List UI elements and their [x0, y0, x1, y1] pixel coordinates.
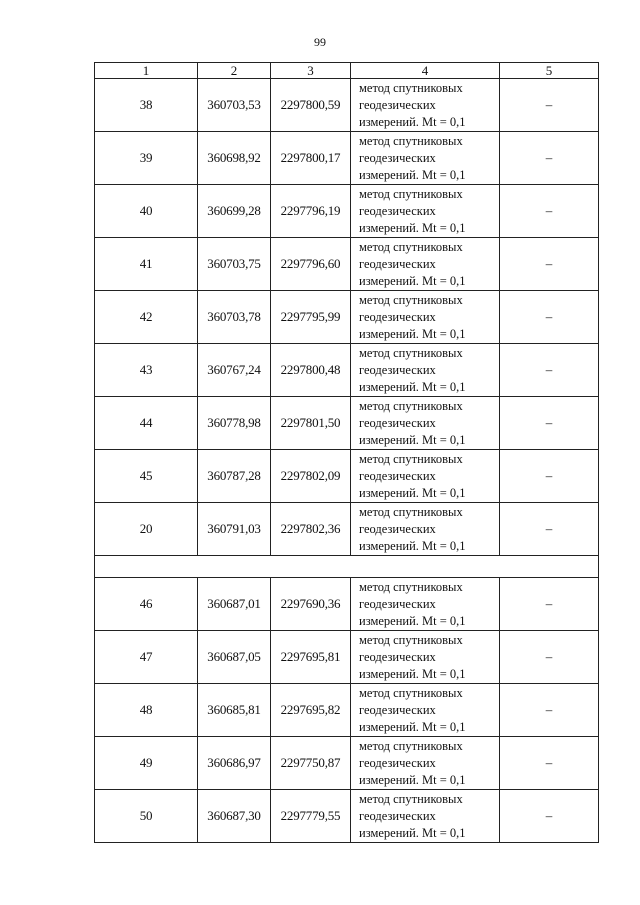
method-line: измерений. Mt = 0,1: [359, 666, 466, 681]
method-cell: [351, 79, 500, 132]
method-cell: [351, 291, 500, 344]
dash-cell: –: [500, 578, 599, 631]
table-row: [95, 397, 599, 450]
column-header-3: 3: [271, 63, 351, 79]
method-line: метод спутниковых: [359, 398, 463, 413]
method-line: метод спутниковых: [359, 685, 463, 700]
group-separator-row: [95, 556, 599, 578]
point-number-cell: 39: [95, 132, 198, 185]
table-row: [95, 185, 599, 238]
y-coordinate-cell: 2297800,48: [271, 344, 351, 397]
method-line: геодезических: [359, 309, 436, 324]
method-line: геодезических: [359, 362, 436, 377]
dash-cell: –: [500, 344, 599, 397]
method-line: измерений. Mt = 0,1: [359, 613, 466, 628]
method-line: измерений. Mt = 0,1: [359, 719, 466, 734]
method-line: измерений. Mt = 0,1: [359, 167, 466, 182]
x-coordinate-cell: 360699,28: [198, 185, 271, 238]
x-coordinate-cell: 360767,24: [198, 344, 271, 397]
method-line: метод спутниковых: [359, 632, 463, 647]
method-cell: [351, 737, 500, 790]
y-coordinate-cell: 2297802,09: [271, 450, 351, 503]
point-number-cell: 42: [95, 291, 198, 344]
x-coordinate-cell: 360703,53: [198, 79, 271, 132]
column-header-2: 2: [198, 63, 271, 79]
x-coordinate-cell: 360698,92: [198, 132, 271, 185]
table-row: [95, 737, 599, 790]
x-coordinate-cell: 360687,01: [198, 578, 271, 631]
point-number-cell: 45: [95, 450, 198, 503]
table-row: [95, 238, 599, 291]
method-line: метод спутниковых: [359, 186, 463, 201]
method-line: метод спутниковых: [359, 791, 463, 806]
column-header-1: 1: [95, 63, 198, 79]
point-number-cell: 48: [95, 684, 198, 737]
point-number-cell: 47: [95, 631, 198, 684]
dash-cell: –: [500, 185, 599, 238]
method-cell: [351, 238, 500, 291]
method-line: метод спутниковых: [359, 504, 463, 519]
point-number-cell: 49: [95, 737, 198, 790]
method-line: метод спутниковых: [359, 239, 463, 254]
method-line: измерений. Mt = 0,1: [359, 326, 466, 341]
y-coordinate-cell: 2297800,59: [271, 79, 351, 132]
method-line: метод спутниковых: [359, 738, 463, 753]
method-cell: [351, 344, 500, 397]
point-number-cell: 44: [95, 397, 198, 450]
method-line: геодезических: [359, 97, 436, 112]
method-line: метод спутниковых: [359, 80, 463, 95]
dash-cell: –: [500, 790, 599, 843]
method-cell: [351, 397, 500, 450]
table-row: [95, 631, 599, 684]
point-number-cell: 50: [95, 790, 198, 843]
dash-cell: –: [500, 631, 599, 684]
method-cell: [351, 503, 500, 556]
method-cell: [351, 132, 500, 185]
method-line: геодезических: [359, 649, 436, 664]
y-coordinate-cell: 2297690,36: [271, 578, 351, 631]
x-coordinate-cell: 360687,05: [198, 631, 271, 684]
x-coordinate-cell: 360703,78: [198, 291, 271, 344]
column-header-5: 5: [500, 63, 599, 79]
method-cell: [351, 578, 500, 631]
x-coordinate-cell: 360791,03: [198, 503, 271, 556]
dash-cell: –: [500, 450, 599, 503]
method-line: геодезических: [359, 702, 436, 717]
point-number-cell: 20: [95, 503, 198, 556]
y-coordinate-cell: 2297695,82: [271, 684, 351, 737]
method-line: геодезических: [359, 468, 436, 483]
group-separator-cell: [95, 556, 599, 578]
method-line: измерений. Mt = 0,1: [359, 772, 466, 787]
method-line: метод спутниковых: [359, 345, 463, 360]
dash-cell: –: [500, 684, 599, 737]
method-line: измерений. Mt = 0,1: [359, 220, 466, 235]
point-number-cell: 38: [95, 79, 198, 132]
table-row: [95, 450, 599, 503]
table-row: [95, 344, 599, 397]
dash-cell: –: [500, 291, 599, 344]
page-number: 99: [314, 35, 326, 49]
y-coordinate-cell: 2297779,55: [271, 790, 351, 843]
point-number-cell: 40: [95, 185, 198, 238]
x-coordinate-cell: 360685,81: [198, 684, 271, 737]
method-line: измерений. Mt = 0,1: [359, 379, 466, 394]
x-coordinate-cell: 360778,98: [198, 397, 271, 450]
x-coordinate-cell: 360686,97: [198, 737, 271, 790]
method-line: измерений. Mt = 0,1: [359, 114, 466, 129]
point-number-cell: 43: [95, 344, 198, 397]
point-number-cell: 41: [95, 238, 198, 291]
dash-cell: –: [500, 79, 599, 132]
method-line: измерений. Mt = 0,1: [359, 432, 466, 447]
table-row: [95, 132, 599, 185]
y-coordinate-cell: 2297695,81: [271, 631, 351, 684]
method-line: геодезических: [359, 256, 436, 271]
method-line: измерений. Mt = 0,1: [359, 273, 466, 288]
y-coordinate-cell: 2297796,19: [271, 185, 351, 238]
y-coordinate-cell: 2297750,87: [271, 737, 351, 790]
method-cell: [351, 631, 500, 684]
method-line: измерений. Mt = 0,1: [359, 485, 466, 500]
y-coordinate-cell: 2297801,50: [271, 397, 351, 450]
dash-cell: –: [500, 397, 599, 450]
method-line: измерений. Mt = 0,1: [359, 825, 466, 840]
method-cell: [351, 185, 500, 238]
header-row: [95, 63, 599, 79]
method-line: метод спутниковых: [359, 292, 463, 307]
method-cell: [351, 450, 500, 503]
y-coordinate-cell: 2297795,99: [271, 291, 351, 344]
method-line: геодезических: [359, 203, 436, 218]
table-row: [95, 503, 599, 556]
y-coordinate-cell: 2297796,60: [271, 238, 351, 291]
dash-cell: –: [500, 737, 599, 790]
method-line: геодезических: [359, 521, 436, 536]
table-row: [95, 684, 599, 737]
x-coordinate-cell: 360687,30: [198, 790, 271, 843]
dash-cell: –: [500, 132, 599, 185]
table-row: [95, 790, 599, 843]
table-row: [95, 79, 599, 132]
table-row: [95, 578, 599, 631]
method-line: геодезических: [359, 596, 436, 611]
method-line: геодезических: [359, 808, 436, 823]
method-cell: [351, 790, 500, 843]
point-number-cell: 46: [95, 578, 198, 631]
y-coordinate-cell: 2297800,17: [271, 132, 351, 185]
method-line: метод спутниковых: [359, 579, 463, 594]
x-coordinate-cell: 360787,28: [198, 450, 271, 503]
method-line: геодезических: [359, 755, 436, 770]
method-line: метод спутниковых: [359, 133, 463, 148]
dash-cell: –: [500, 238, 599, 291]
x-coordinate-cell: 360703,75: [198, 238, 271, 291]
coordinates-table: [94, 62, 599, 843]
table-body: [95, 79, 599, 843]
method-line: метод спутниковых: [359, 451, 463, 466]
y-coordinate-cell: 2297802,36: [271, 503, 351, 556]
column-header-4: 4: [351, 63, 500, 79]
method-cell: [351, 684, 500, 737]
method-line: измерений. Mt = 0,1: [359, 538, 466, 553]
dash-cell: –: [500, 503, 599, 556]
method-line: геодезических: [359, 150, 436, 165]
table-row: [95, 291, 599, 344]
method-line: геодезических: [359, 415, 436, 430]
